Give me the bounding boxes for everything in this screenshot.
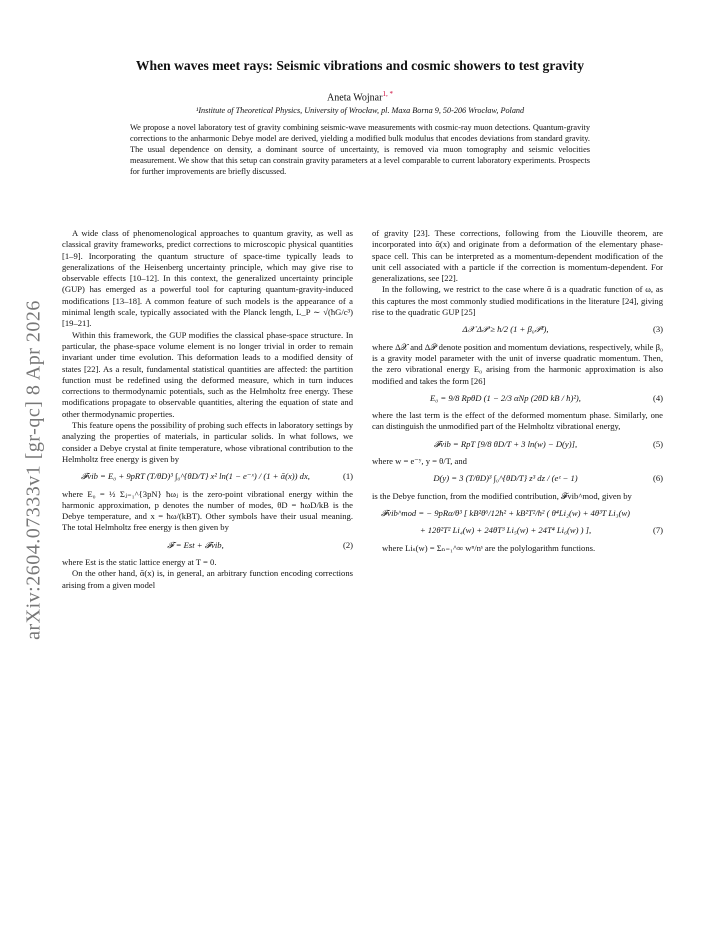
equation-6 bbox=[372, 473, 663, 484]
paragraph: where Liₛ(w) = Σₙ₌₁^∞ wⁿ/nˢ are the polylogarithm functions. bbox=[382, 542, 596, 553]
paragraph: where E₀ = ½ Σⱼ₌₁^{3pN} ħωⱼ is the zero-point vibrational energy within the harmonic approximation, p denotes the number of modes, θD = ħωD/kB is the Debye temperature, and x = ħω/(kBT). Other symbols have their usual meaning. The total Helmholtz free energy is then given by bbox=[62, 488, 353, 533]
author-mark[interactable]: 1, * bbox=[382, 90, 393, 98]
equation-body: D(y) = 3 (T/θD)³ ∫₀^{θD/T} z³ dz / (eᶻ − 1) bbox=[433, 473, 578, 484]
equation-4 bbox=[372, 393, 663, 404]
paragraph: is the Debye function, from the modified contribution, 𝓕vib^mod, given by bbox=[372, 490, 632, 501]
paragraph: where Est is the static lattice energy at T = 0. bbox=[62, 557, 217, 568]
equation-body: 𝓕vib^mod = − 9pRα/θ³ [ kB²θ⁶/12ħ² + kB²T²/ħ² ( θ⁴Li₂(w) + 4θ³T Li₃(w) bbox=[380, 507, 631, 518]
abstract: We propose a novel laboratory test of gravity combining seismic-wave measurements with cosmic-ray muon detections. Quantum-gravity corrections to the anharmonic Debye model are derived, yielding a modified bulk modulus that encodes deviations from standard gravity. The usual dependence on density, a dominant source of uncertainty, is removed via muon tomography and seismic velocities measurement. We show that this setup can constrain gravity parameters at a level comparable to current laboratory experiments. Prospects for further improvements are briefly discussed. bbox=[130, 123, 590, 176]
paper-title: When waves meet rays: Seismic vibrations and cosmic showers to test gravity bbox=[135, 58, 585, 73]
paragraph: In the following, we restrict to the case where ᾱ is a quadratic function of ω, as this captures the most commonly studied modifications in the literature [24], giving rise to the quadratic GUP [25] bbox=[372, 284, 663, 318]
equation-3 bbox=[372, 324, 663, 335]
author-name: Aneta Wojnar bbox=[327, 92, 383, 104]
equation-number: (1) bbox=[342, 471, 353, 482]
paragraph: This feature opens the possibility of probing such effects in laboratory settings by analyzing the properties of materials, in particular solids. In what follows, we consider a Debye crystal at finite temperature, whose vibrational contribution to the Helmholtz free energy is given by bbox=[62, 420, 353, 464]
equation-number: (3) bbox=[652, 324, 663, 335]
affiliation: ¹Institute of Theoretical Physics, University of Wrocław, pl. Maxa Borna 9, 50-206 Wrocław, Poland bbox=[195, 106, 525, 116]
paper-header bbox=[70, 58, 650, 177]
equation-number: (7) bbox=[652, 525, 663, 536]
equation-1 bbox=[62, 471, 353, 482]
equation-body: 𝓕 = Est + 𝓕vib, bbox=[167, 539, 224, 550]
equation-body: + 12θ²T² Li₄(w) + 24θT³ Li₅(w) + 24T⁴ Li₆(w) ) ], bbox=[419, 525, 592, 536]
equation-7a bbox=[372, 508, 663, 519]
paragraph: On the other hand, ᾱ(x) is, in general, an arbitrary function encoding corrections arising from a given model bbox=[62, 568, 353, 590]
paragraph: of gravity [23]. These corrections, following from the Liouville theorem, are incorporated into ᾱ(x) and originate from a deformation of the elementary phase-space cell. This can be interpreted as a momentum-dependent modification of the unit cell associated with a particle if the correction is momentum-dependent. For generalizations, see [22]. bbox=[372, 228, 663, 284]
equation-number: (2) bbox=[342, 539, 353, 550]
equation-number: (6) bbox=[652, 473, 663, 484]
right-column bbox=[372, 228, 663, 554]
equation-7b bbox=[372, 525, 663, 536]
equation-2 bbox=[62, 540, 353, 551]
paragraph: Within this framework, the GUP modifies the classical phase-space structure. In particular, the phase-space volume element is no longer trivial in order to remain invariant under time evolution. This deformation leads to a modified density of states [22]. As a result, fundamental statistical quantities are affected: the partition function must be redefined using the deformed measure, which in turn induces corrections to thermodynamic potentials, such as the Helmholtz free energy. These modifications propagate to observable quantities, altering the equation of state and other thermodynamic properties. bbox=[62, 329, 353, 419]
paragraph: where w = e⁻ʸ, y = θ/T, and bbox=[372, 456, 467, 467]
paragraph: where the last term is the effect of the deformed momentum phase. Similarly, one can distinguish the unmodified part of the Helmholtz vibrational energy, bbox=[372, 410, 663, 432]
equation-number: (4) bbox=[652, 392, 663, 403]
equation-body: E₀ = 9/8 RpθD (1 − 2/3 αNp (2θD kB / ħ)²), bbox=[430, 392, 581, 403]
equation-body: Δ𝒳 Δ𝒫 ≥ ħ/2 (1 + β₀𝒫²), bbox=[462, 324, 549, 335]
author-line bbox=[70, 90, 650, 103]
equation-body: 𝓕vib = E₀ + 9pRT (T/θD)³ ∫₀^{θD/T} x² ln(1 − e⁻ˣ) / (1 + ᾱ(x)) dx, bbox=[81, 471, 310, 482]
left-column bbox=[62, 228, 353, 591]
equation-5 bbox=[372, 439, 663, 450]
equation-number: (5) bbox=[652, 438, 663, 449]
arxiv-sidebar bbox=[14, 270, 54, 670]
equation-body: 𝓕vib = RpT [9/8 θD/T + 3 ln(w) − D(y)], bbox=[433, 438, 578, 449]
paragraph: where Δ𝒳 and Δ𝒫 denote position and momentum deviations, respectively, while β₀ is a gravity model parameter with the unit of inverse quadratic momentum. Then, the zero vibrational energy E₀ arising from the harmonic approximation is also modified and takes the form [26] bbox=[372, 341, 663, 386]
arxiv-identifier: arXiv:2604.07333v1 [gr-qc] 8 Apr 2026 bbox=[22, 300, 45, 640]
paragraph: A wide class of phenomenological approaches to quantum gravity, as well as classical gravity frameworks, predict corrections to microscopic physical quantities [1–9]. Incorporating the quantum structure of space-time typically leads to generalizations of the Heisenberg uncertainty principle, which may give rise to observable effects [10–12]. In this context, the generalized uncertainty principle (GUP) has emerged as a powerful tool for capturing quantum-gravity-induced modifications [13–18]. A common feature of such models is the appearance of a minimal length scale, typically associated with the Planck length, L_P ∼ √(ħG/c³) [19–21]. bbox=[62, 228, 353, 329]
